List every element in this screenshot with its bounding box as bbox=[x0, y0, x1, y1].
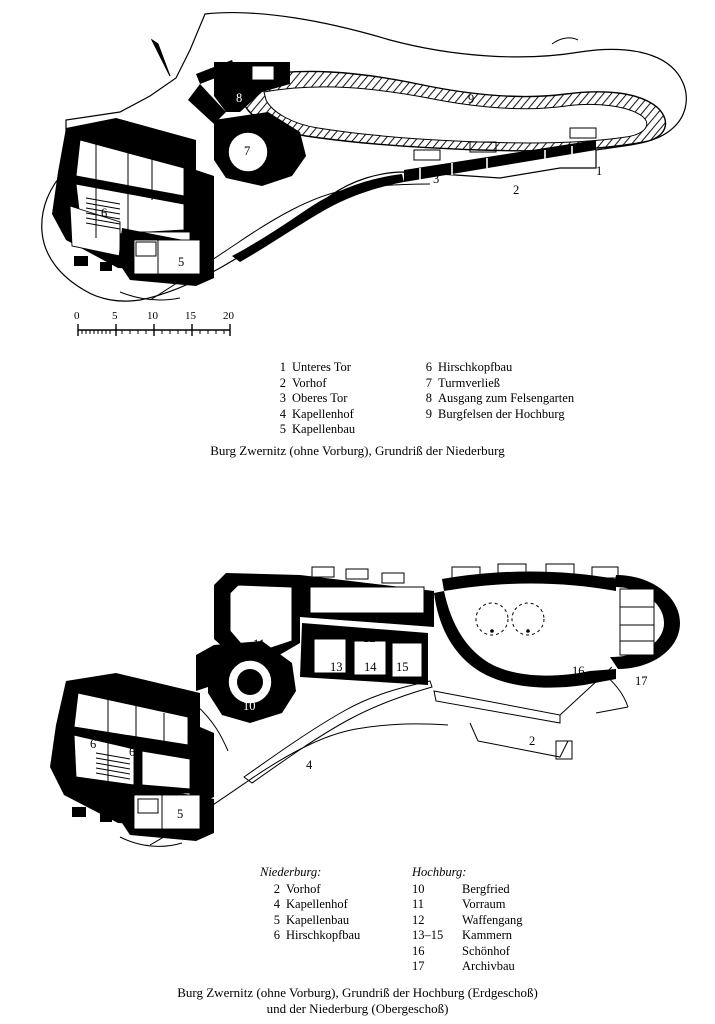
plan-label-9: 9 bbox=[468, 92, 475, 106]
plan-label-5: 5 bbox=[177, 807, 184, 821]
legend-item bbox=[266, 422, 355, 438]
figure-niederburg-plan bbox=[0, 0, 715, 470]
plan-label-2: 2 bbox=[529, 734, 536, 748]
plan-label-15: 15 bbox=[396, 660, 409, 674]
legend-item bbox=[412, 360, 574, 376]
plan-label-6a: 6 bbox=[90, 737, 97, 751]
plan-label-1: 1 bbox=[596, 164, 603, 178]
legend-number: 12 bbox=[412, 912, 425, 927]
legend-label: Hirschkopfbau bbox=[286, 928, 361, 942]
legend-number: 6 bbox=[425, 360, 432, 374]
legend-number: 10 bbox=[412, 881, 425, 896]
figure-2-caption-line-1: Burg Zwernitz (ohne Vorburg), Grundriß der Hochburg (Erdgeschoß) bbox=[177, 985, 538, 1000]
legend-label: Hirschkopfbau bbox=[438, 360, 513, 374]
scale-tick-0: 0 bbox=[74, 310, 80, 322]
legend-item bbox=[412, 391, 574, 407]
legend-number: 6 bbox=[273, 928, 280, 942]
legend-number: 3 bbox=[279, 391, 286, 405]
legend-item bbox=[412, 959, 523, 975]
legend-label: Burgfelsen der Hochburg bbox=[438, 406, 565, 421]
legend-item bbox=[260, 882, 360, 898]
plan-label-2: 2 bbox=[513, 183, 520, 197]
plan-label-16: 16 bbox=[572, 664, 585, 678]
legend-heading-niederburg: Niederburg: bbox=[260, 865, 322, 879]
legend-number: 4 bbox=[279, 406, 286, 421]
plan-label-13: 13 bbox=[330, 660, 343, 674]
legend-number: 13–15 bbox=[412, 928, 444, 942]
plan-label-6b: 6 bbox=[129, 745, 136, 759]
plan-label-3: 3 bbox=[433, 172, 440, 186]
legend-number: 7 bbox=[425, 375, 432, 390]
legend-label: Vorhof bbox=[292, 375, 327, 390]
legend-item bbox=[412, 407, 574, 423]
scale-tick-5: 5 bbox=[112, 310, 118, 322]
legend-label: Kammern bbox=[462, 928, 512, 942]
legend-column-hochburg bbox=[412, 865, 523, 975]
legend-number: 2 bbox=[279, 375, 286, 390]
legend-label: Ausgang zum Felsengarten bbox=[438, 391, 575, 405]
plan-label-11: 11 bbox=[253, 637, 266, 651]
plan-label-14: 14 bbox=[364, 660, 377, 674]
legend-number: 8 bbox=[425, 391, 432, 405]
legend-label: Kapellenbau bbox=[292, 422, 356, 436]
legend-item bbox=[412, 897, 523, 913]
legend-item bbox=[412, 928, 523, 944]
plan-drawing-niederburg bbox=[0, 0, 715, 350]
legend-column-right bbox=[412, 360, 574, 422]
legend-item bbox=[266, 391, 355, 407]
legend-number: 9 bbox=[425, 406, 432, 421]
legend-number: 2 bbox=[273, 881, 280, 896]
figure-1-caption: Burg Zwernitz (ohne Vorburg), Grundriß der Niederburg bbox=[210, 443, 505, 458]
legend-item bbox=[266, 376, 355, 392]
legend-label: Vorraum bbox=[462, 897, 506, 911]
plan-label-8: 8 bbox=[236, 91, 243, 105]
legend-number: 5 bbox=[279, 422, 286, 436]
scale-tick-15: 15 bbox=[185, 310, 196, 322]
legend-label: Unteres Tor bbox=[292, 360, 351, 374]
legend-label: Archivbau bbox=[462, 959, 515, 973]
plan-label-4: 4 bbox=[311, 203, 318, 217]
plan-label-12: 12 bbox=[363, 631, 376, 645]
legend-item bbox=[412, 913, 523, 929]
legend-label: Bergfried bbox=[462, 881, 510, 896]
legend-number: 17 bbox=[412, 959, 425, 973]
legend-number: 4 bbox=[273, 897, 280, 911]
legend-label: Waffengang bbox=[462, 912, 523, 927]
legend-item bbox=[260, 928, 360, 944]
legend-label: Kapellenbau bbox=[286, 912, 350, 927]
legend-item bbox=[266, 360, 355, 376]
legend-item bbox=[260, 913, 360, 929]
legend-label: Kapellenhof bbox=[292, 406, 354, 421]
plan-label-4: 4 bbox=[306, 758, 313, 772]
figure-hochburg-plan bbox=[0, 545, 715, 1024]
scale-tick-20: 20 bbox=[223, 310, 234, 322]
plan-label-17: 17 bbox=[635, 674, 648, 688]
plan-drawing-hochburg bbox=[0, 545, 715, 855]
legend-number: 1 bbox=[279, 360, 286, 374]
legend-item bbox=[412, 882, 523, 898]
plan-label-6: 6 bbox=[101, 206, 108, 220]
legend-label: Turmverließ bbox=[438, 375, 501, 390]
legend-number: 5 bbox=[273, 912, 280, 927]
legend-number: 11 bbox=[412, 897, 425, 911]
plan-label-10: 10 bbox=[243, 699, 256, 713]
legend-column-left bbox=[266, 360, 355, 438]
scale-tick-10: 10 bbox=[147, 310, 158, 322]
plan-label-7: 7 bbox=[244, 144, 251, 158]
legend-column-niederburg bbox=[260, 865, 360, 944]
legend-label: Kapellenhof bbox=[286, 897, 348, 911]
plan-label-5: 5 bbox=[178, 255, 185, 269]
legend-number: 16 bbox=[412, 943, 425, 958]
legend-label: Schönhof bbox=[462, 943, 510, 958]
legend-item bbox=[260, 897, 360, 913]
figure-2-caption-line-2: und der Niederburg (Obergeschoß) bbox=[266, 1001, 449, 1016]
legend-item bbox=[412, 944, 523, 960]
legend-item bbox=[412, 376, 574, 392]
legend-label: Vorhof bbox=[286, 881, 321, 896]
legend-heading-hochburg: Hochburg: bbox=[412, 865, 467, 879]
legend-item bbox=[266, 407, 355, 423]
legend-label: Oberes Tor bbox=[292, 391, 348, 405]
